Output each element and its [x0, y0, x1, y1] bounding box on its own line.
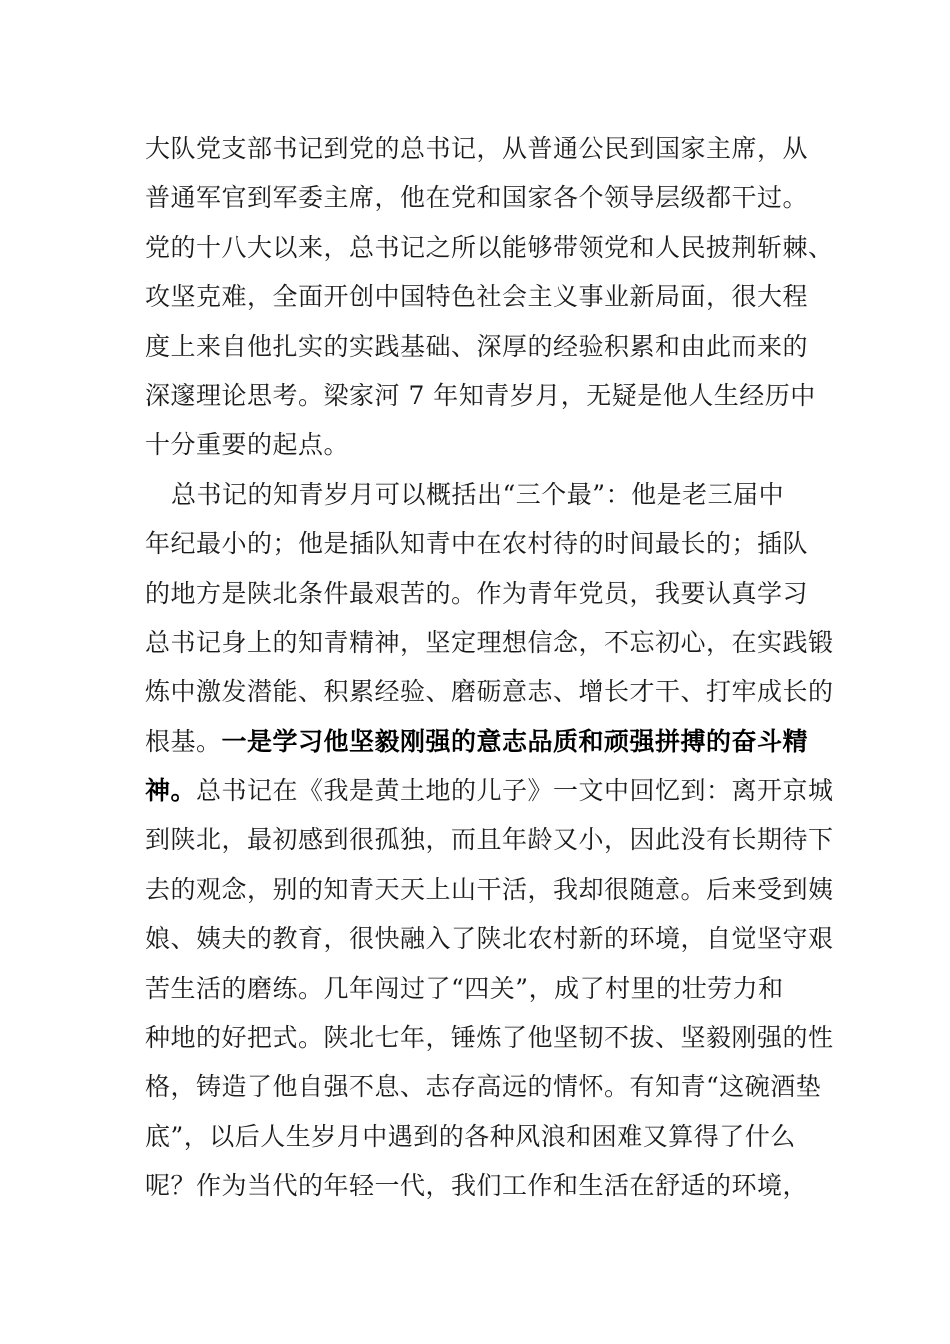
text-line	[145, 964, 825, 1013]
text-line	[145, 1161, 825, 1210]
text-segment: 度上来自他扎实的实践基础、深厚的经验积累和由此而来的	[145, 331, 809, 361]
text-line	[145, 1013, 834, 1062]
text-line	[145, 322, 825, 371]
text-segment: 根基。	[145, 726, 222, 756]
text-line	[145, 371, 825, 420]
text-segment: 年纪最小的；他是插队知青中在农村待的时间最长的；插队	[145, 529, 809, 559]
bold-text-segment: 神。	[145, 776, 197, 806]
text-line	[145, 815, 834, 864]
text-line	[145, 717, 825, 766]
text-segment: 到陕北，最初感到很孤独，而且年龄又小，因此没有长期待下	[145, 825, 834, 855]
text-line	[145, 1062, 825, 1111]
text-segment: 种地的好把式。陕北七年，锤炼了他坚韧不拔、坚毅刚强的性	[145, 1023, 834, 1053]
text-segment: 去的观念，别的知青天天上山干活，我却很随意。后来受到姨	[145, 874, 834, 904]
text-segment: 格，铸造了他自强不息、志存高远的情怀。有知青“这碗酒垫	[145, 1072, 822, 1102]
text-segment: 党的十八大以来，总书记之所以能够带领党和人民披荆斩棘、	[145, 232, 834, 262]
text-line	[145, 618, 834, 667]
text-line	[145, 223, 834, 272]
text-segment: 的地方是陕北条件最艰苦的。作为青年党员，我要认真学习	[145, 578, 809, 608]
text-line	[145, 470, 825, 519]
text-line	[145, 1112, 825, 1161]
text-line	[145, 272, 825, 321]
text-segment: 总书记的知青岁月可以概括出“三个最”：他是老三届中	[171, 479, 785, 509]
text-line	[145, 766, 834, 815]
text-line	[145, 667, 834, 716]
text-line	[145, 914, 834, 963]
text-segment: 攻坚克难，全面开创中国特色社会主义事业新局面，很大程	[145, 282, 809, 312]
text-segment: 呢？作为当代的年轻一代，我们工作和生活在舒适的环境，	[145, 1171, 809, 1201]
text-segment: 深邃理论思考。梁家河 7 年知青岁月，无疑是他人生经历中	[145, 380, 816, 410]
text-segment: 总书记身上的知青精神，坚定理想信念，不忘初心，在实践锻	[145, 627, 834, 657]
text-line	[145, 865, 834, 914]
text-segment: 总书记在《我是黄土地的儿子》一文中回忆到：离开京城	[196, 776, 834, 806]
text-line	[145, 124, 825, 173]
document-body	[145, 124, 834, 1211]
text-segment: 普通军官到军委主席，他在党和国家各个领导层级都干过。	[145, 183, 809, 213]
text-line	[145, 420, 825, 469]
text-segment: 苦生活的磨练。几年闯过了“四关”，成了村里的壮劳力和	[145, 973, 784, 1003]
text-segment: 十分重要的起点。	[145, 430, 350, 460]
text-line	[145, 173, 825, 222]
text-line	[145, 519, 825, 568]
text-segment: 大队党支部书记到党的总书记，从普通公民到国家主席，从	[145, 134, 809, 163]
bold-text-segment: 一是学习他坚毅刚强的意志品质和顽强拼搏的奋斗精	[221, 726, 809, 756]
text-line	[145, 569, 825, 618]
text-segment: 炼中激发潜能、积累经验、磨砺意志、增长才干、打牢成长的	[145, 677, 834, 707]
text-segment: 底”，以后人生岁月中遇到的各种风浪和困难又算得了什么	[145, 1121, 796, 1151]
text-segment: 娘、姨夫的教育，很快融入了陕北农村新的环境，自觉坚守艰	[145, 924, 834, 954]
